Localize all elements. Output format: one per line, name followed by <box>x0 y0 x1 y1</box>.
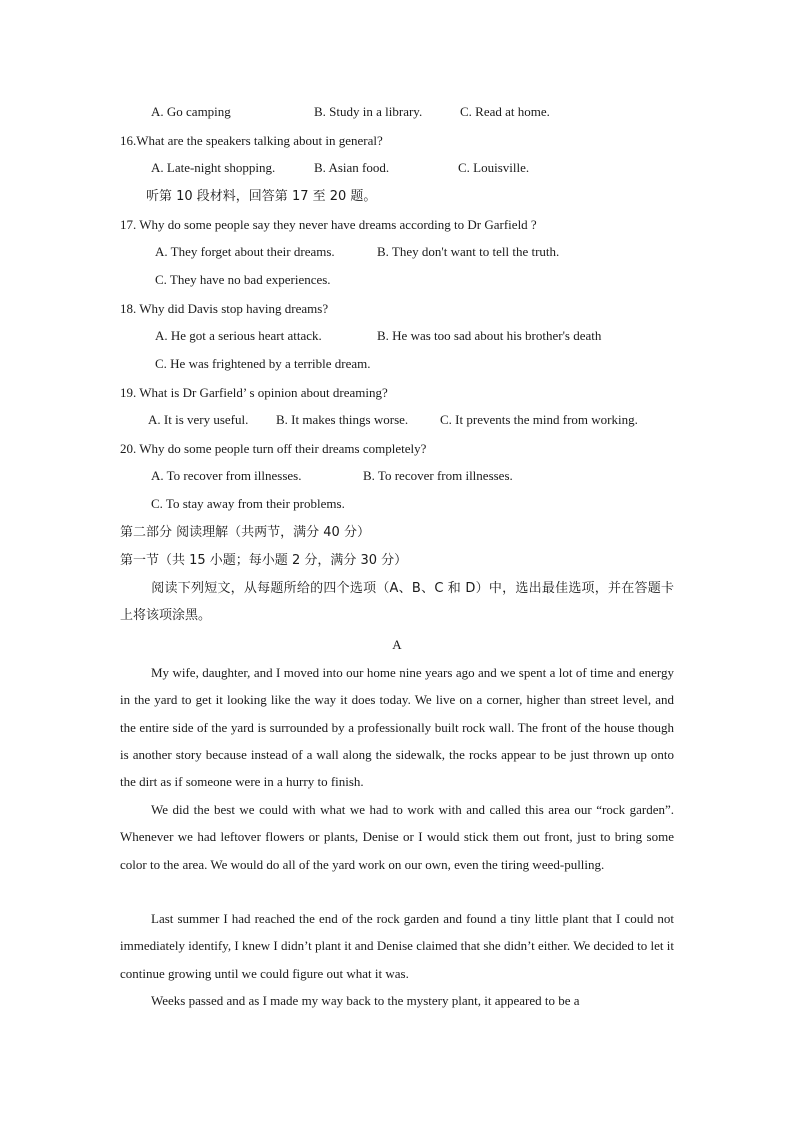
paragraph-text: We did the best we could with what we had to work with and called this area our “rock garden”. Whenever we had leftover flowers or plants, Denise or I would stick them out front, just to bring some color to the area. We would do all of the yard work on our own, even the tiring weed-pulling. <box>120 802 674 872</box>
passage-label: A <box>392 637 402 652</box>
q19-option-c: C. It prevents the mind from working. <box>440 412 638 427</box>
q17-option-c: C. They have no bad experiences. <box>155 272 331 287</box>
q16-option-c: C. Louisville. <box>458 160 530 175</box>
q15-option-c: C. Read at home. <box>460 104 550 119</box>
q20-option-b: B. To recover from illnesses. <box>363 468 513 483</box>
q19-option-a: A. It is very useful. <box>148 412 249 427</box>
q18-option-c: C. He was frightened by a terrible dream. <box>155 356 371 371</box>
q17-option-a: A. They forget about their dreams. <box>155 244 335 259</box>
q17-stem: 17. Why do some people say they never have dreams according to Dr Garfield ? <box>120 217 537 232</box>
paragraph-text: Weeks passed and as I made my way back to the mystery plant, it appeared to be a <box>151 993 580 1008</box>
q16-stem: 16.What are the speakers talking about in general? <box>120 133 383 148</box>
passage-paragraph-2 <box>120 796 674 878</box>
passage-paragraph-1 <box>120 659 674 795</box>
passage-paragraph-3 <box>120 905 674 987</box>
part2-heading: 第二部分 阅读理解（共两节，满分 40 分） <box>120 525 370 540</box>
passage-paragraph-4 <box>120 987 674 1014</box>
reading-instruction-text: 阅读下列短文，从每题所给的四个选项（A、B、C 和 D）中，选出最佳选项，并在答题卡上将该项涂黑。 <box>120 581 674 624</box>
q20-option-a: A. To recover from illnesses. <box>151 468 302 483</box>
q16-option-a: A. Late-night shopping. <box>151 160 276 175</box>
q18-option-b: B. He was too sad about his brother's death <box>377 328 602 343</box>
q18-stem: 18. Why did Davis stop having dreams? <box>120 301 329 316</box>
q18-option-a: A. He got a serious heart attack. <box>155 328 322 343</box>
q19-option-b: B. It makes things worse. <box>276 412 409 427</box>
section1-heading: 第一节（共 15 小题；每小题 2 分，满分 30 分） <box>120 553 408 568</box>
paragraph-text: Last summer I had reached the end of the rock garden and found a tiny little plant that I could not immediately identify, I knew I didn’t plant it and Denise claimed that she didn’t either. We decided to let it continue growing until we could figure out what it was. <box>120 911 674 981</box>
listening-instruction: 听第 10 段材料，回答第 17 至 20 题。 <box>146 189 377 204</box>
q15-option-b: B. Study in a library. <box>314 104 423 119</box>
q20-stem: 20. Why do some people turn off their dreams completely? <box>120 441 427 456</box>
q17-option-b: B. They don't want to tell the truth. <box>377 244 560 259</box>
reading-instruction <box>120 575 674 630</box>
q19-stem: 19. What is Dr Garfield’ s opinion about dreaming? <box>120 385 388 400</box>
q16-option-b: B. Asian food. <box>314 160 390 175</box>
q15-option-a: A. Go camping <box>151 104 231 119</box>
q20-option-c: C. To stay away from their problems. <box>151 496 345 511</box>
paragraph-text: My wife, daughter, and I moved into our home nine years ago and we spent a lot of time and energy in the yard to get it looking like the way it does today. We live on a corner, higher than street level, and the entire side of the yard is surrounded by a professionally built rock wall. The front of the house though is another story because instead of a wall along the sidewalk, the rocks appear to be just thrown up onto the dirt as if someone were in a hurry to finish. <box>120 665 674 790</box>
